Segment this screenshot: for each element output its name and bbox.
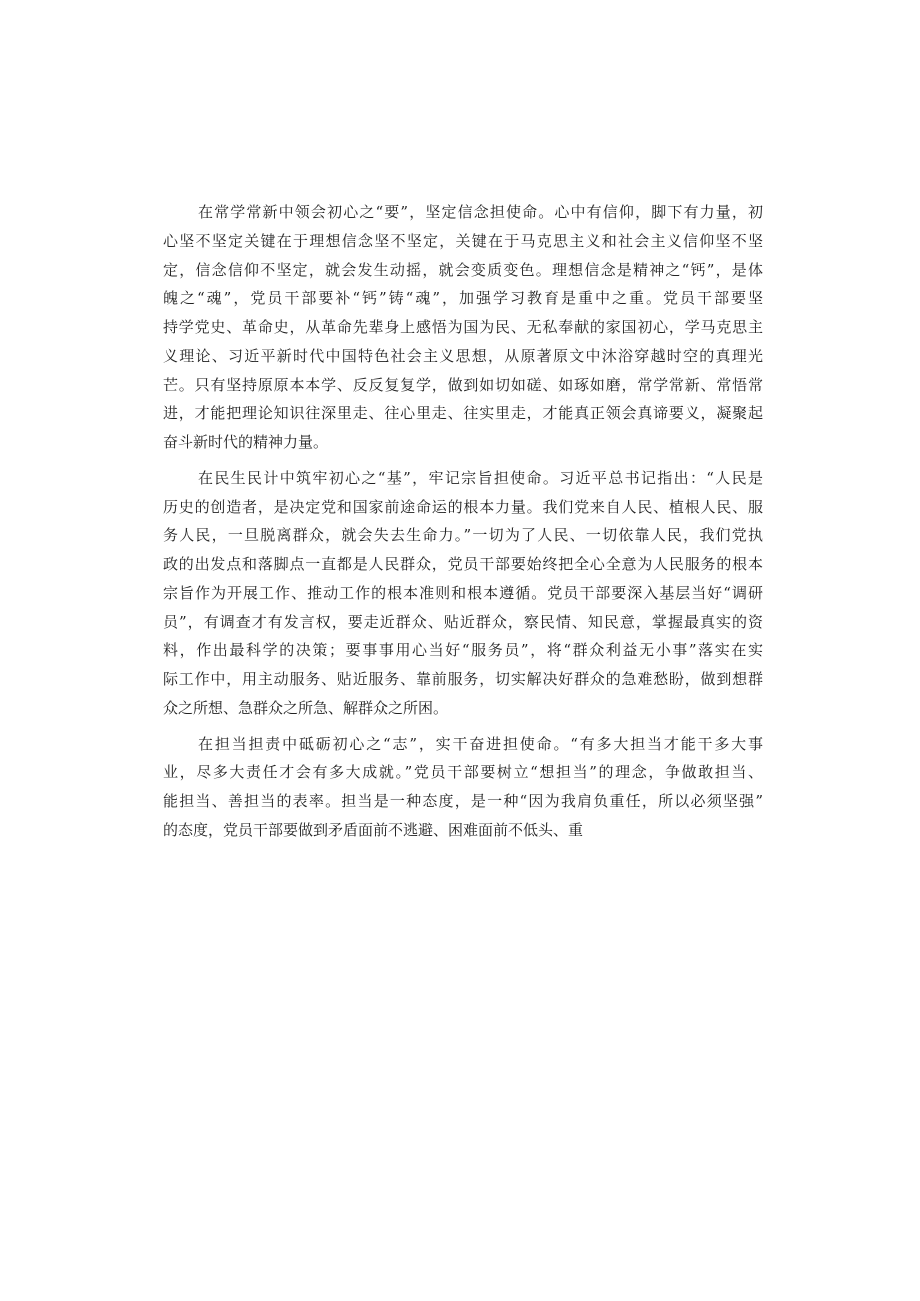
paragraph-3-line: 的态度，党员干部要做到矛盾面前不逃避、困难面前不低头、重 bbox=[163, 820, 584, 839]
paragraph-3-line: 能担当、善担当的表率。担当是一种态度，是一种“因为我肩负重任，所以必须坚强” bbox=[163, 792, 763, 810]
paragraph-1-line: 义理论、习近平新时代中国特色社会主义思想，从原著原文中沐浴穿越时空的真理光 bbox=[163, 346, 763, 365]
paragraph-2-line: 众之所想、急群众之所急、解群众之所困。 bbox=[163, 698, 449, 717]
paragraph-1-line: 定，信念信仰不坚定，就会发生动摇，就会变质变色。理想信念是精神之“钙”，是体 bbox=[163, 260, 763, 279]
paragraph-1-line: 在常学常新中领会初心之“要”，坚定信念担使命。心中有信仰，脚下有力量，初 bbox=[198, 203, 763, 221]
paragraph-3-line: 在担当担责中砥砺初心之“志”，实干奋进担使命。“有多大担当才能干多大事 bbox=[198, 734, 763, 753]
paragraph-1-line: 魄之“魂”，党员干部要补“钙”铸“魂”，加强学习教育是重中之重。党员干部要坚 bbox=[163, 289, 763, 308]
paragraph-2-line: 际工作中，用主动服务、贴近服务、靠前服务，切实解决好群众的急难愁盼，做到想群 bbox=[163, 670, 763, 688]
paragraph-2-line: 历史的创造者，是决定党和国家前途命运的根本力量。我们党来自人民、植根人民、服 bbox=[163, 497, 763, 516]
paragraph-2-line: 务人民，一旦脱离群众，就会失去生命力。”一切为了人民、一切依靠人民，我们党执 bbox=[163, 526, 763, 545]
paragraph-3-line: 业，尽多大责任才会有多大成就。”党员干部要树立“想担当”的理念，争做敢担当、 bbox=[163, 763, 763, 782]
paragraph-1-line: 进，才能把理论知识往深里走、往心里走、往实里走，才能真正领会真谛要义，凝聚起 bbox=[163, 404, 763, 423]
paragraph-1-line: 持学党史、革命史，从革命先辈身上感悟为国为民、无私奉献的家国初心，学马克思主 bbox=[163, 318, 763, 336]
paragraph-1-line: 奋斗新时代的精神力量。 bbox=[163, 433, 329, 451]
document-body bbox=[163, 198, 763, 845]
paragraph-1-line: 芒。只有坚持原原本本学、反反复复学，做到如切如磋、如琢如磨，常学常新、常悟常 bbox=[163, 375, 763, 394]
paragraph-1-line: 心坚不坚定关键在于理想信念坚不坚定，关键在于马克思主义和社会主义信仰坚不坚 bbox=[163, 231, 763, 250]
paragraph-2-line: 宗旨作为开展工作、推动工作的根本准则和根本遵循。党员干部要深入基层当好“调研 bbox=[163, 583, 763, 602]
paragraph-2-line: 在民生民计中筑牢初心之“基”，牢记宗旨担使命。习近平总书记指出：“人民是 bbox=[198, 468, 763, 487]
paragraph-2-line: 料，作出最科学的决策；要事事用心当好“服务员”，将“群众利益无小事”落实在实 bbox=[163, 641, 763, 660]
paragraph-2-line: 员”，有调查才有发言权，要走近群众、贴近群众，察民情、知民意，掌握最真实的资 bbox=[163, 612, 763, 631]
paragraph-2-line: 政的出发点和落脚点一直都是人民群众，党员干部要始终把全心全意为人民服务的根本 bbox=[163, 555, 763, 573]
paragraph-gap bbox=[163, 457, 763, 464]
paragraph-gap bbox=[163, 723, 763, 730]
